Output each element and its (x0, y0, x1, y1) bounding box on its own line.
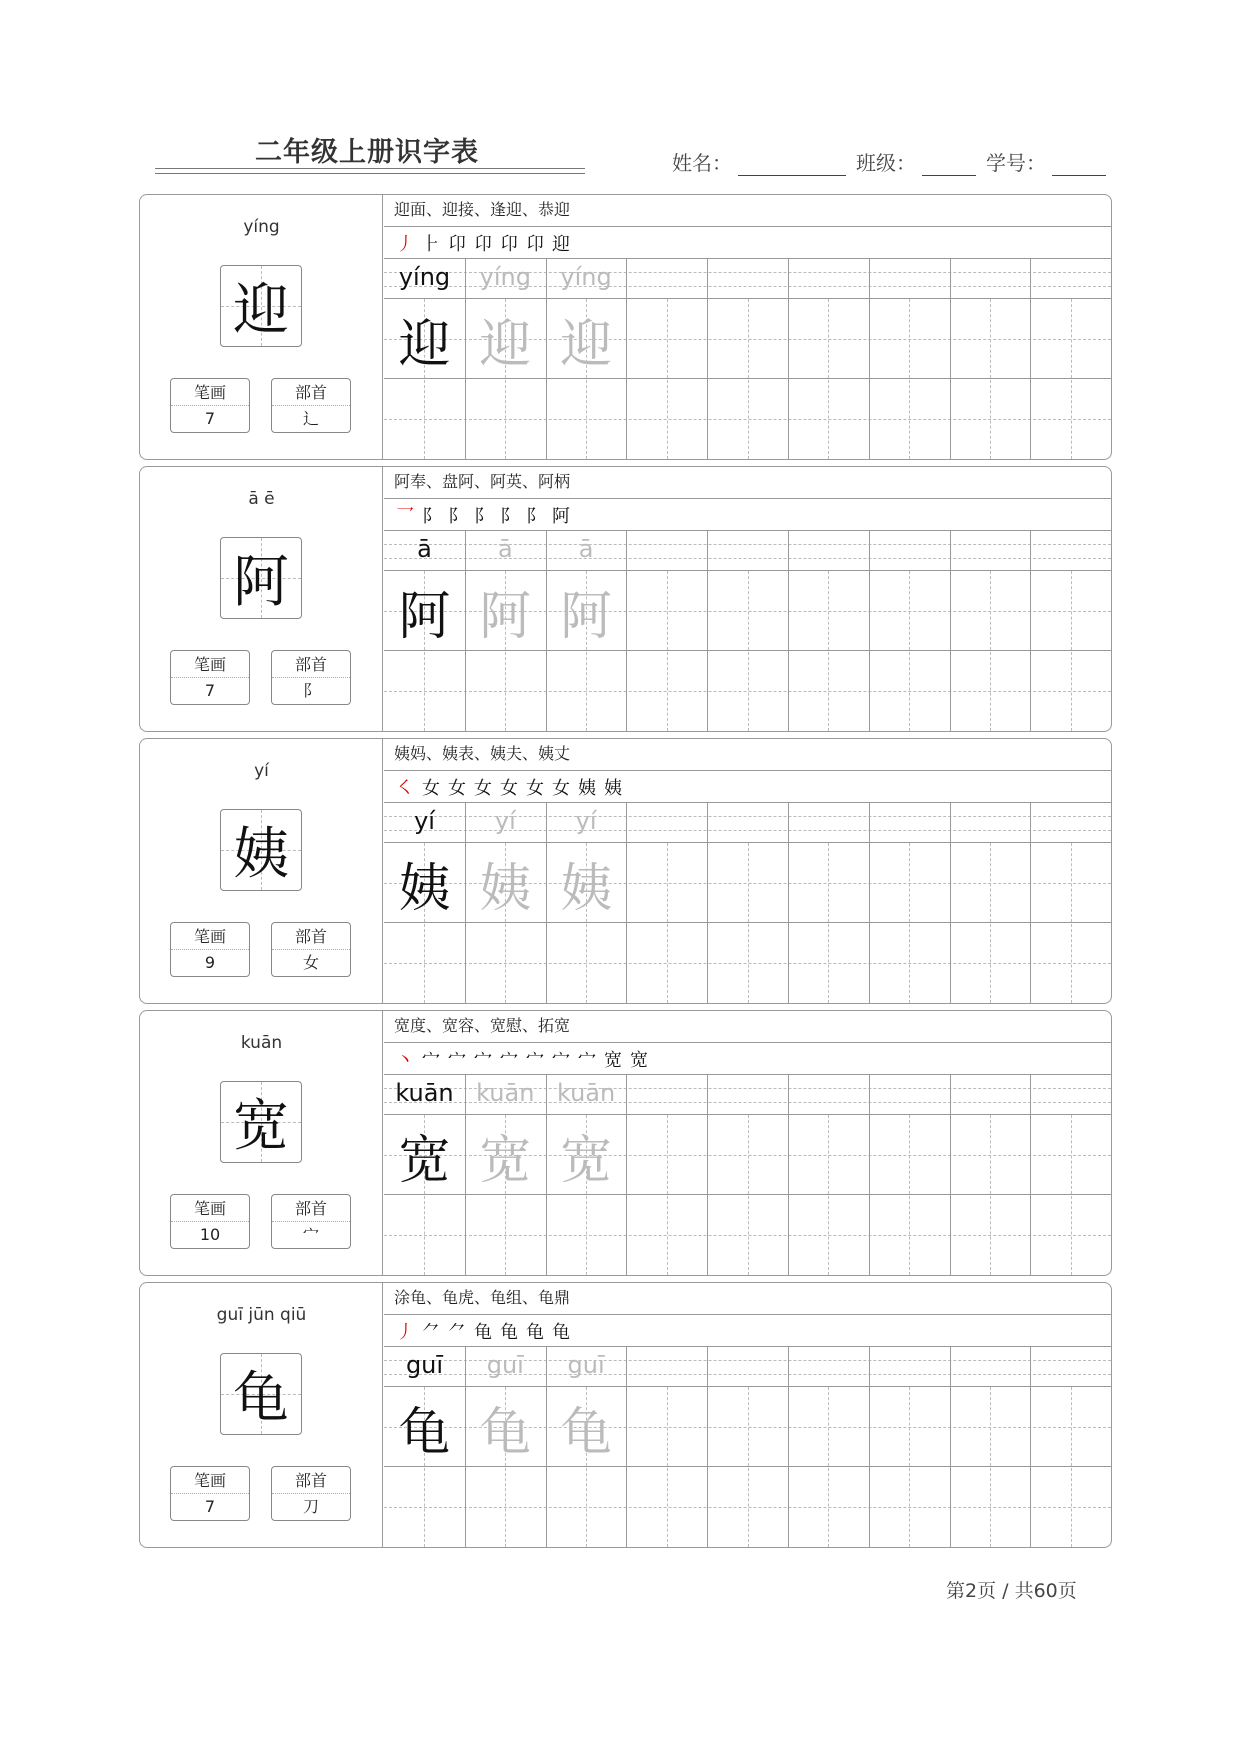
character-info-panel (140, 1283, 383, 1547)
grid-center-line (1071, 843, 1072, 1003)
practice-panel (384, 739, 1111, 1003)
grid-center-line (1071, 299, 1072, 459)
stroke-count-label: 笔画 (171, 1195, 249, 1222)
grid-column-line (707, 531, 708, 731)
practice-pinyin: ā (578, 535, 594, 563)
stroke-count-box (170, 1194, 250, 1249)
character-box (220, 809, 302, 891)
stroke-count-box (170, 650, 250, 705)
character-pinyin: kuān (240, 1033, 283, 1053)
practice-grid (384, 1075, 1111, 1275)
stroke-step: 阝 (526, 505, 544, 527)
stroke-count-label: 笔画 (171, 379, 249, 406)
grid-column-line (950, 531, 951, 731)
practice-character: 迎 (398, 314, 451, 375)
stroke-step: 阝 (474, 505, 492, 527)
grid-center-line (748, 299, 749, 459)
grid-center-line (990, 299, 991, 459)
stroke-step: 女 (526, 777, 544, 799)
id-field (986, 147, 1106, 176)
grid-column-line (707, 803, 708, 1003)
stroke-step: 女 (448, 777, 466, 799)
practice-grid (384, 259, 1111, 459)
stroke-step: ⺈ (448, 1321, 466, 1343)
grid-column-line (1030, 803, 1031, 1003)
class-blank[interactable] (922, 152, 976, 176)
stroke-order (384, 1043, 1111, 1075)
character-info-panel (140, 739, 383, 1003)
radical-label: 部首 (272, 379, 350, 406)
practice-character: 龟 (560, 1402, 613, 1463)
name-blank[interactable] (738, 152, 846, 176)
radical-box (271, 378, 351, 433)
practice-character: 宽 (560, 1130, 613, 1191)
stroke-step: 女 (422, 777, 440, 799)
grid-column-line (950, 259, 951, 459)
stroke-order (384, 771, 1111, 803)
stroke-step: 阝 (500, 505, 518, 527)
grid-center-line (748, 571, 749, 731)
word-examples: 宽度、宽容、宽慰、拓宽 (384, 1011, 1111, 1043)
stroke-step: 宀 (500, 1049, 518, 1071)
grid-center-line (748, 1387, 749, 1547)
grid-column-line (950, 803, 951, 1003)
practice-pinyin: kuān (556, 1079, 616, 1107)
page-title: 二年级上册识字表 (255, 137, 479, 168)
grid-column-line (869, 531, 870, 731)
radical-value: 宀 (302, 1225, 319, 1244)
main-character: 姨 (233, 822, 289, 887)
stroke-step: 宀 (552, 1049, 570, 1071)
practice-pinyin: yíng (479, 263, 531, 291)
character-info-panel (140, 1011, 383, 1275)
character-box (220, 265, 302, 347)
name-label: 姓名： (672, 151, 732, 175)
practice-character: 阿 (560, 586, 613, 647)
practice-grid (384, 531, 1111, 731)
practice-pinyin: guī (567, 1351, 605, 1379)
grid-center-line (909, 299, 910, 459)
id-label: 学号： (986, 151, 1046, 175)
name-field (672, 147, 846, 176)
grid-center-line (909, 1387, 910, 1547)
radical-value: 女 (302, 953, 319, 972)
practice-pinyin: kuān (476, 1079, 535, 1107)
stroke-count-label: 笔画 (171, 651, 249, 678)
grid-column-line (707, 1075, 708, 1275)
grid-center-line (909, 571, 910, 731)
character-box (220, 537, 302, 619)
grid-center-line (748, 1115, 749, 1275)
stroke-step: 卬 (448, 233, 466, 255)
grid-center-line (667, 571, 668, 731)
grid-column-line (869, 1347, 870, 1547)
radical-label: 部首 (272, 1195, 350, 1222)
practice-pinyin: kuān (395, 1079, 454, 1107)
radical-box (271, 922, 351, 977)
main-character: 龟 (233, 1366, 289, 1431)
stroke-step: 迎 (552, 233, 570, 255)
stroke-step: ⺈ (422, 1321, 440, 1343)
stroke-step: 卬 (474, 233, 492, 255)
practice-character: 迎 (560, 314, 613, 375)
radical-label: 部首 (272, 651, 350, 678)
stroke-step: 阿 (552, 505, 570, 527)
stroke-count-value: 7 (204, 409, 216, 428)
character-box (220, 1081, 302, 1163)
character-pinyin: yíng (243, 217, 280, 237)
practice-character: 姨 (479, 858, 532, 919)
stroke-step: 女 (474, 777, 492, 799)
stroke-count-value: 7 (204, 681, 216, 700)
stroke-count-label: 笔画 (171, 1467, 249, 1494)
practice-character: 姨 (560, 858, 613, 919)
grid-center-line (1071, 1115, 1072, 1275)
grid-column-line (869, 803, 870, 1003)
stroke-step: 女 (552, 777, 570, 799)
stroke-step: 女 (500, 777, 518, 799)
grid-column-line (1030, 259, 1031, 459)
character-info-panel (140, 467, 383, 731)
stroke-order (384, 499, 1111, 531)
character-pinyin: yí (254, 761, 269, 781)
stroke-step: 宽 (604, 1049, 622, 1071)
grid-column-line (707, 1347, 708, 1547)
grid-column-line (869, 1075, 870, 1275)
grid-column-line (788, 1075, 789, 1275)
character-card (139, 1282, 1112, 1548)
grid-column-line (1030, 531, 1031, 731)
main-character: 迎 (233, 278, 289, 343)
word-examples: 阿奉、盘阿、阿英、阿柄 (384, 467, 1111, 499)
grid-center-line (909, 843, 910, 1003)
stroke-step: 宀 (526, 1049, 544, 1071)
practice-panel (384, 467, 1111, 731)
stroke-order (384, 1315, 1111, 1347)
page-number: 第2页 / 共60页 (946, 1580, 1077, 1602)
radical-box (271, 1466, 351, 1521)
grid-column-line (950, 1075, 951, 1275)
practice-character: 姨 (398, 858, 451, 919)
stroke-step: 卬 (526, 233, 544, 255)
stroke-step: 阝 (448, 505, 466, 527)
practice-pinyin: ā (497, 535, 513, 563)
stroke-step: ㇛ (396, 777, 414, 799)
word-examples: 迎面、迎接、逢迎、恭迎 (384, 195, 1111, 227)
practice-pinyin: yí (494, 807, 516, 835)
character-card (139, 738, 1112, 1004)
stroke-step: 卬 (500, 233, 518, 255)
stroke-count-box (170, 1466, 250, 1521)
stroke-step: 阝 (422, 505, 440, 527)
grid-center-line (990, 1115, 991, 1275)
stroke-count-box (170, 378, 250, 433)
practice-character: 龟 (398, 1402, 451, 1463)
class-field (856, 147, 976, 176)
practice-panel (384, 195, 1111, 459)
practice-grid (384, 1347, 1111, 1547)
stroke-step: 龟 (526, 1321, 544, 1343)
stroke-count-value: 10 (199, 1225, 221, 1244)
grid-column-line (1030, 1075, 1031, 1275)
character-info-panel (140, 195, 383, 459)
grid-center-line (828, 1387, 829, 1547)
grid-center-line (1071, 571, 1072, 731)
practice-panel (384, 1283, 1111, 1547)
radical-value: 阝 (302, 681, 319, 700)
grid-center-line (667, 299, 668, 459)
practice-pinyin: guī (486, 1351, 524, 1379)
stroke-step: 龟 (552, 1321, 570, 1343)
radical-box (271, 650, 351, 705)
grid-column-line (869, 259, 870, 459)
practice-character: 迎 (479, 314, 532, 375)
grid-center-line (667, 1387, 668, 1547)
stroke-step: 龟 (500, 1321, 518, 1343)
stroke-step: 宀 (422, 1049, 440, 1071)
radical-box (271, 1194, 351, 1249)
practice-pinyin: ā (417, 535, 432, 563)
stroke-step: 宀 (578, 1049, 596, 1071)
grid-column-line (788, 803, 789, 1003)
grid-center-line (748, 843, 749, 1003)
grid-center-line (828, 1115, 829, 1275)
grid-center-line (828, 571, 829, 731)
practice-pinyin: yí (414, 807, 435, 835)
character-pinyin: ā ē (248, 489, 275, 509)
stroke-order (384, 227, 1111, 259)
grid-center-line (909, 1115, 910, 1275)
grid-center-line (990, 571, 991, 731)
stroke-step: ⺊ (422, 233, 440, 255)
stroke-step: 乛 (396, 505, 414, 527)
word-examples: 涂龟、龟虎、龟组、龟鼎 (384, 1283, 1111, 1315)
practice-panel (384, 1011, 1111, 1275)
practice-character: 阿 (398, 586, 451, 647)
grid-center-line (990, 843, 991, 1003)
title-underline (155, 168, 585, 174)
stroke-count-value: 9 (204, 953, 216, 972)
grid-column-line (950, 1347, 951, 1547)
character-card (139, 1010, 1112, 1276)
grid-center-line (828, 299, 829, 459)
character-card (139, 194, 1112, 460)
grid-column-line (788, 531, 789, 731)
grid-center-line (1071, 1387, 1072, 1547)
main-character: 阿 (233, 550, 289, 615)
practice-pinyin: yíng (398, 263, 451, 291)
grid-column-line (707, 259, 708, 459)
stroke-count-label: 笔画 (171, 923, 249, 950)
stroke-step: 姨 (578, 777, 596, 799)
practice-pinyin: yí (575, 807, 597, 835)
grid-column-line (1030, 1347, 1031, 1547)
stroke-count-value: 7 (204, 1497, 216, 1516)
stroke-step: 丿 (396, 233, 414, 255)
practice-character: 宽 (479, 1130, 532, 1191)
practice-pinyin: guī (405, 1351, 444, 1379)
practice-character: 宽 (398, 1130, 451, 1191)
grid-center-line (667, 843, 668, 1003)
stroke-step: 丿 (396, 1321, 414, 1343)
main-character: 宽 (233, 1094, 289, 1159)
grid-center-line (667, 1115, 668, 1275)
radical-value: 刀 (302, 1497, 319, 1516)
stroke-step: 姨 (604, 777, 622, 799)
stroke-count-box (170, 922, 250, 977)
radical-label: 部首 (272, 1467, 350, 1494)
practice-grid (384, 803, 1111, 1003)
stroke-step: 宀 (474, 1049, 492, 1071)
stroke-step: 丶 (396, 1049, 414, 1071)
character-card (139, 466, 1112, 732)
grid-column-line (788, 1347, 789, 1547)
stroke-step: 宀 (448, 1049, 466, 1071)
stroke-step: 宽 (630, 1049, 648, 1071)
class-label: 班级： (856, 151, 916, 175)
word-examples: 姨妈、姨表、姨夫、姨丈 (384, 739, 1111, 771)
practice-character: 龟 (479, 1402, 532, 1463)
grid-center-line (990, 1387, 991, 1547)
character-pinyin: guī jūn qiū (216, 1305, 307, 1325)
id-blank[interactable] (1052, 152, 1106, 176)
radical-value: 辶 (302, 409, 319, 428)
grid-column-line (788, 259, 789, 459)
grid-center-line (828, 843, 829, 1003)
stroke-step: 龟 (474, 1321, 492, 1343)
character-box (220, 1353, 302, 1435)
radical-label: 部首 (272, 923, 350, 950)
practice-pinyin: yíng (560, 263, 612, 291)
practice-character: 阿 (479, 586, 532, 647)
